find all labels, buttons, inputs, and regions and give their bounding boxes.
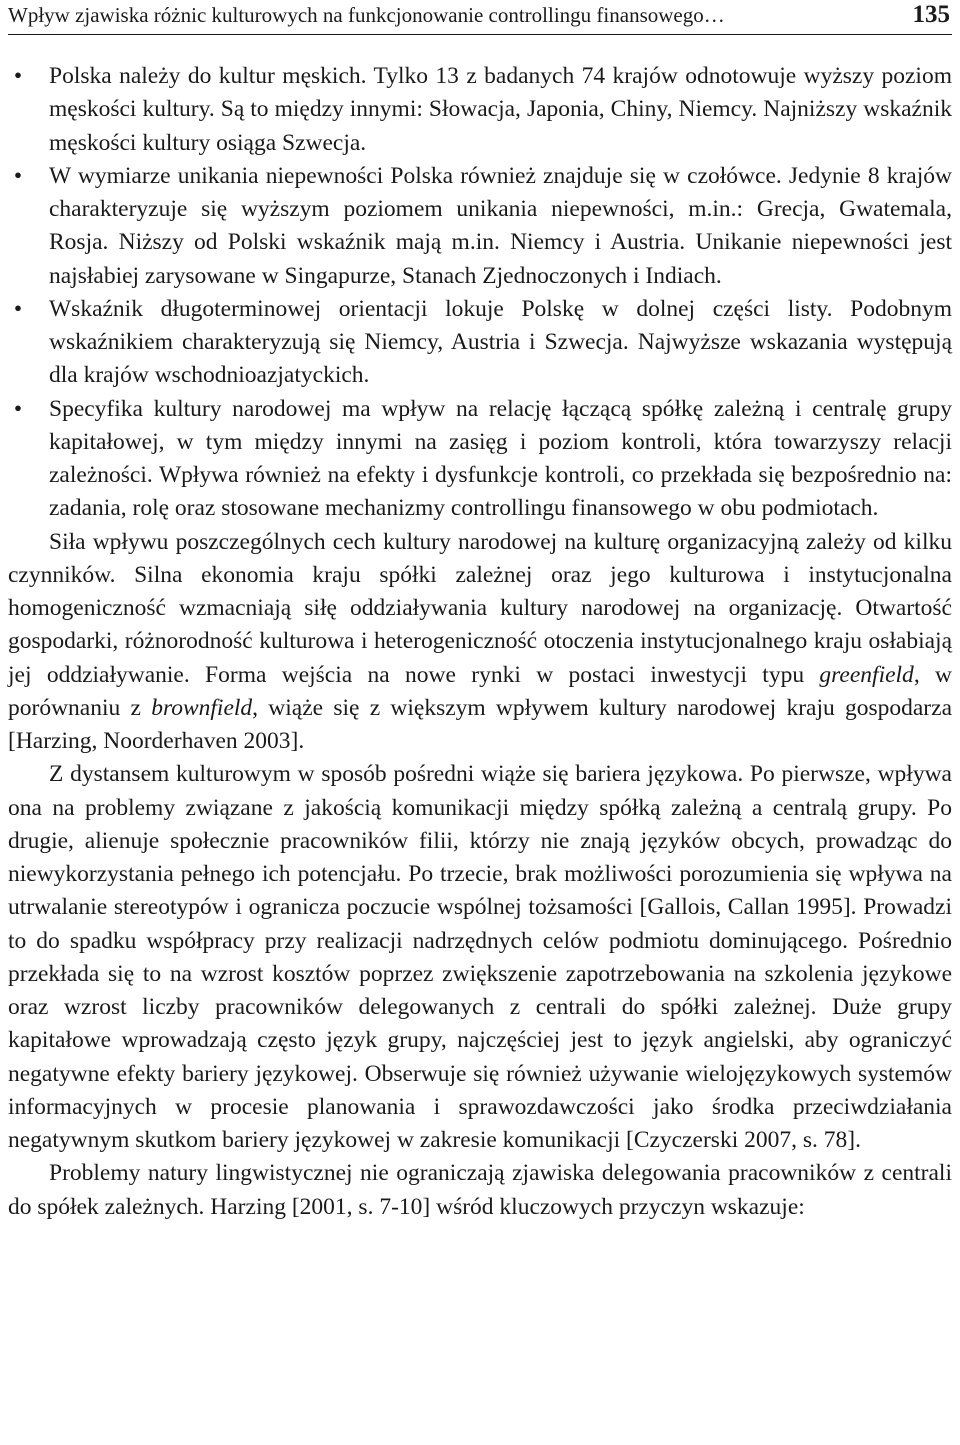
bullet-text: Polska należy do kultur męskich. Tylko 13 z badanych 74 krajów odnotowuje wyższy poziom męskości kultury. Są to między innymi: Słowacja, Japonia, Chiny, Niemcy. Najniższy wskaźnik męskości kultury osiąga Szwecja. bbox=[49, 63, 952, 156]
running-header bbox=[8, 0, 952, 35]
list-item bbox=[8, 393, 952, 526]
body-text bbox=[8, 60, 952, 1224]
paragraph-linguistic-problems: Problemy natury lingwistycznej nie ograniczają zjawiska delegowania pracowników z centrali do spółek zależnych. Harzing [2001, s. 7-10] wśród kluczowych przyczyn wskazuje: bbox=[8, 1160, 952, 1220]
page-number: 135 bbox=[912, 1, 950, 28]
list-item bbox=[8, 60, 952, 160]
term-brownfield: brownfield bbox=[151, 694, 253, 721]
list-item bbox=[8, 160, 952, 293]
paragraph-text: Siła wpływu poszczególnych cech kultury narodowej na kulturę organizacyjną zależy od kilku czynników. Silna ekonomia kraju spółki zależnej oraz jego kulturowa i instytucjonalna homogeniczność wzmacniają siłę oddziaływania kultury narodowej na organizację. Otwartość gospodarki, różnorodność kulturowa i heterogeniczność otoczenia instytucjonalnego kraju osłabiają jej oddziaływanie. Forma wejścia na nowe rynki w postaci inwestycji typu bbox=[8, 528, 952, 688]
paragraph-cultural-influence bbox=[8, 526, 952, 759]
bullet-text: Specyfika kultury narodowej ma wpływ na relację łączącą spółkę zależną i centralę grupy kapitałowej, w tym między innymi na zasięg i poziom kontroli, która towarzyszy relacji zależności. Wpływa również na efekty i dysfunkcje kontroli, co przekłada się bezpośrednio na: zadania, rolę oraz stosowane mechanizmy controllingu finansowego w obu podmiotach. bbox=[49, 395, 952, 522]
bullet-list bbox=[8, 60, 952, 526]
running-title: Wpływ zjawiska różnic kulturowych na funkcjonowanie controllingu finansowego… bbox=[8, 3, 725, 27]
bullet-text: W wymiarze unikania niepewności Polska również znajduje się w czołówce. Jedynie 8 krajów charakteryzuje się wyższym poziomem unikania niepewności, m.in.: Grecja, Gwatemala, Rosja. Niższy od Polski wskaźnik mają m.in. Niemcy i Austria. Unikanie niepewności jest najsłabiej zarysowane w Singapurze, Stanach Zjednoczonych i Indiach. bbox=[49, 162, 952, 289]
bullet-icon: • bbox=[13, 395, 23, 422]
bullet-icon: • bbox=[13, 162, 23, 189]
bullet-text: Wskaźnik długoterminowej orientacji lokuje Polskę w dolnej części listy. Podobnym wskaźnikiem charakteryzują się Niemcy, Austria i Szwecja. Najwyższe wskazania występują dla krajów wschodnioazjatyckich. bbox=[49, 295, 952, 389]
paragraph-text: , w porównaniu z bbox=[8, 661, 952, 721]
list-item bbox=[8, 293, 952, 393]
bullet-icon: • bbox=[13, 63, 23, 89]
term-greenfield: greenfield bbox=[819, 661, 914, 688]
paragraph-language-barrier: Z dystansem kulturowym w sposób pośredni wiąże się bariera językowa. Po pierwsze, wpływa ona na problemy związane z jakością komunikacji między spółką zależną a centralą grupy. Po drugie, alienuje społecznie pracowników filii, którzy nie znają języków obcych, prowadząc do niewykorzystania pełnego ich potencjału. Po trzecie, brak możliwości porozumienia się wpływa na utrwalanie stereotypów i ogranicza poczucie wspólnej tożsamości [Gallois, Callan 1995]. Prowadzi to do spadku współpracy przy realizacji nadrzędnych celów podmiotu dominującego. Pośrednio przekłada się to na wzrost kosztów poprzez zwiększenie zapotrzebowania na szkolenia językowe oraz wzrost liczby pracowników delegowanych z centrali do spółki zależnej. Duże grupy kapitałowe wprowadzają często język grupy, najczęściej jest to język angielski, aby ograniczyć negatywne efekty bariery językowej. Obserwuje się również używanie wielojęzykowych systemów informacyjnych w procesie planowania i sprawozdawczości jako środka przeciwdziałania negatywnym skutkom bariery językowej w zakresie komunikacji [Czyczerski 2007, s. 78]. bbox=[8, 761, 952, 1153]
paragraph-text: , wiąże się z większym wpływem kultury narodowej kraju gospodarza [Harzing, Noorderhaven 2003]. bbox=[8, 694, 952, 754]
bullet-icon: • bbox=[13, 295, 23, 322]
